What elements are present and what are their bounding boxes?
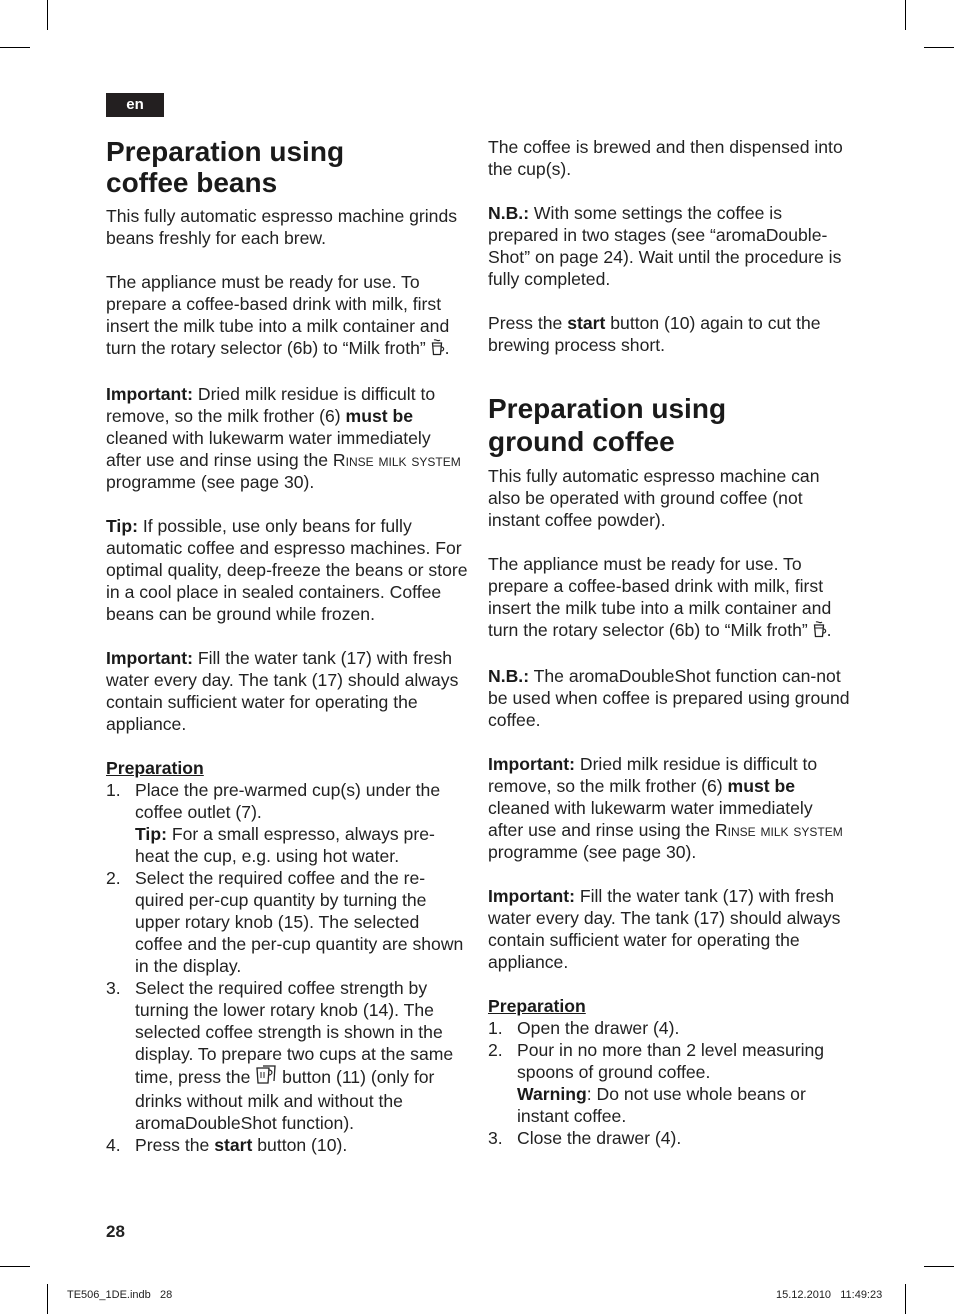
brewed-paragraph: The coffee is brewed and then dispensed into the cup(s). [488, 137, 843, 179]
section-title-ground-coffee: Preparation using ground coffee [488, 393, 727, 457]
crop-mark [905, 0, 906, 30]
footer-timestamp: 15.12.2010 11:49:23 [776, 1289, 883, 1301]
ground-preparation-steps [488, 1017, 850, 1149]
list-item: 3. Select the required coffee strength by turning the lower rotary knob (14). The selected coffee strength is shown in the display. To prepare two cups at the same time, press the button (11) (only for drinks without milk and without the aromaDoubleShot function). [106, 978, 454, 1133]
language-tag: en [106, 93, 164, 117]
crop-mark [924, 47, 954, 48]
nb-doubleshot-note: N.B.: The aromaDoubleShot function can-not be used when coffee is prepared using ground coffee. [488, 666, 850, 730]
preparation-steps [106, 779, 468, 1156]
list-item: 1. Place the pre-warmed cup(s) under the coffee outlet (7). Tip: For a small espresso, always pre-heat the cup, e.g. using hot water. [106, 780, 441, 866]
ground-ready-paragraph: The appliance must be ready for use. To prepare a coffee-based drink with milk, first insert the milk tube into a milk container and turn the rotary selector (6b) to “Milk froth” . [488, 553, 850, 643]
list-item: 4. Press the start button (10). [106, 1135, 348, 1155]
crop-mark [0, 1266, 30, 1267]
footer-file-name: TE506_1DE.indb 28 [67, 1289, 173, 1301]
two-cups-icon [255, 1065, 277, 1090]
crop-mark [47, 0, 48, 30]
milk-froth-icon [813, 621, 827, 643]
nb-two-stages-note: N.B.: With some settings the coffee is prepared in two stages (see “aromaDouble-Shot” on page 24). Wait until the procedure is fully completed. [488, 203, 842, 289]
page-number: 28 [106, 1222, 125, 1241]
intro-paragraph: This fully automatic espresso machine grinds beans freshly for each brew. [106, 206, 458, 248]
crop-mark [924, 1266, 954, 1267]
start-cut-short-paragraph: Press the start button (10) again to cut the brewing process short. [488, 313, 821, 355]
list-item: 2. Select the required coffee and the re-quired per-cup quantity by turning the upper rotary knob (15). The selected coffee and the per-cup quantity are shown in the display. [106, 868, 464, 976]
important-water-note: Important: Fill the water tank (17) with fresh water every day. The tank (17) should always contain sufficient water for operating the appliance. [106, 648, 459, 734]
ground-preparation-heading: Preparation [488, 996, 586, 1016]
list-item: 3. Close the drawer (4). [488, 1128, 682, 1148]
ground-important-milk-note: Important: Dried milk residue is difficult to remove, so the milk frother (6) must be cleaned with lukewarm water immediately after use and rinse using the Rinse milk system programme (see page 30). [488, 754, 843, 862]
ground-important-water-note: Important: Fill the water tank (17) with fresh water every day. The tank (17) should always contain sufficient water for operating the appliance. [488, 886, 841, 972]
tip-note: Tip: If possible, use only beans for fully automatic coffee and espresso machines. For optimal quality, deep-freeze the beans or store in a cool place in sealed containers. Coffee beans can be ground while frozen. [106, 516, 468, 624]
ready-paragraph: The appliance must be ready for use. To prepare a coffee-based drink with milk, first insert the milk tube into a milk container and turn the rotary selector (6b) to “Milk froth” . [106, 271, 468, 361]
crop-mark [905, 1284, 906, 1314]
milk-froth-icon [431, 339, 445, 361]
crop-mark [0, 47, 30, 48]
list-item: 2. Pour in no more than 2 level measuring spoons of ground coffee. Warning: Do not use whole beans or instant coffee. [488, 1040, 825, 1126]
ground-intro-paragraph: This fully automatic espresso machine can also be operated with ground coffee (not instant coffee powder). [488, 466, 820, 530]
section-title-coffee-beans: Preparation using coffee beans [106, 136, 345, 198]
crop-mark [47, 1284, 48, 1314]
left-column [106, 136, 468, 1156]
list-item: 1. Open the drawer (4). [488, 1018, 680, 1038]
right-column [488, 136, 850, 1149]
preparation-heading: Preparation [106, 758, 204, 778]
important-milk-note: Important: Dried milk residue is difficult to remove, so the milk frother (6) must be cleaned with lukewarm water immediately after use and rinse using the Rinse milk system programme (see page 30). [106, 384, 461, 492]
